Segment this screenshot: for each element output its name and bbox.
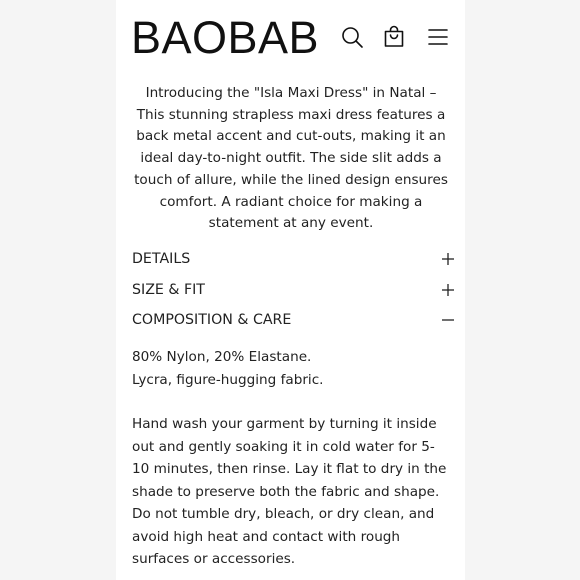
product-description: Introducing the "Isla Maxi Dress" in Natal – This stunning strapless maxi dress features a back metal accent and cut-outs, making it an ideal day-to-night outfit. The side slit adds a touch of allure, while the lined design ensures comfort. A radiant choice for making a statement at any event. [134,85,448,232]
brand-logo[interactable]: BAOBAB [131,12,320,63]
shopping-bag-icon[interactable] [382,25,406,49]
accordion-size-fit[interactable] [132,278,450,302]
minus-icon [441,313,455,327]
accordion-composition-care[interactable] [132,308,450,332]
search-icon[interactable] [340,25,364,49]
accordion-size-fit-label: SIZE & FIT [132,282,205,298]
hamburger-menu-icon[interactable] [426,25,450,49]
composition-content [132,346,452,391]
accordion-details[interactable] [132,247,450,271]
site-header [116,0,465,72]
fabric-text: Lycra, figure-hugging fabric. [132,371,324,388]
plus-icon [441,252,455,266]
accordion-details-label: DETAILS [132,251,191,267]
care-instructions: Hand wash your garment by turning it inside out and gently soaking it in cold water for 5-10 minutes, then rinse. Lay it flat to dry in the shade to preserve both the fabric and shape. Do not tumble dry, bleach, or dry clean, and avoid high heat and contact with rough surfaces or accessories. [132,416,447,567]
product-page [116,0,465,580]
material-text: 80% Nylon, 20% Elastane. [132,349,312,365]
plus-icon [441,283,455,297]
accordion-composition-care-label: COMPOSITION & CARE [132,312,292,328]
